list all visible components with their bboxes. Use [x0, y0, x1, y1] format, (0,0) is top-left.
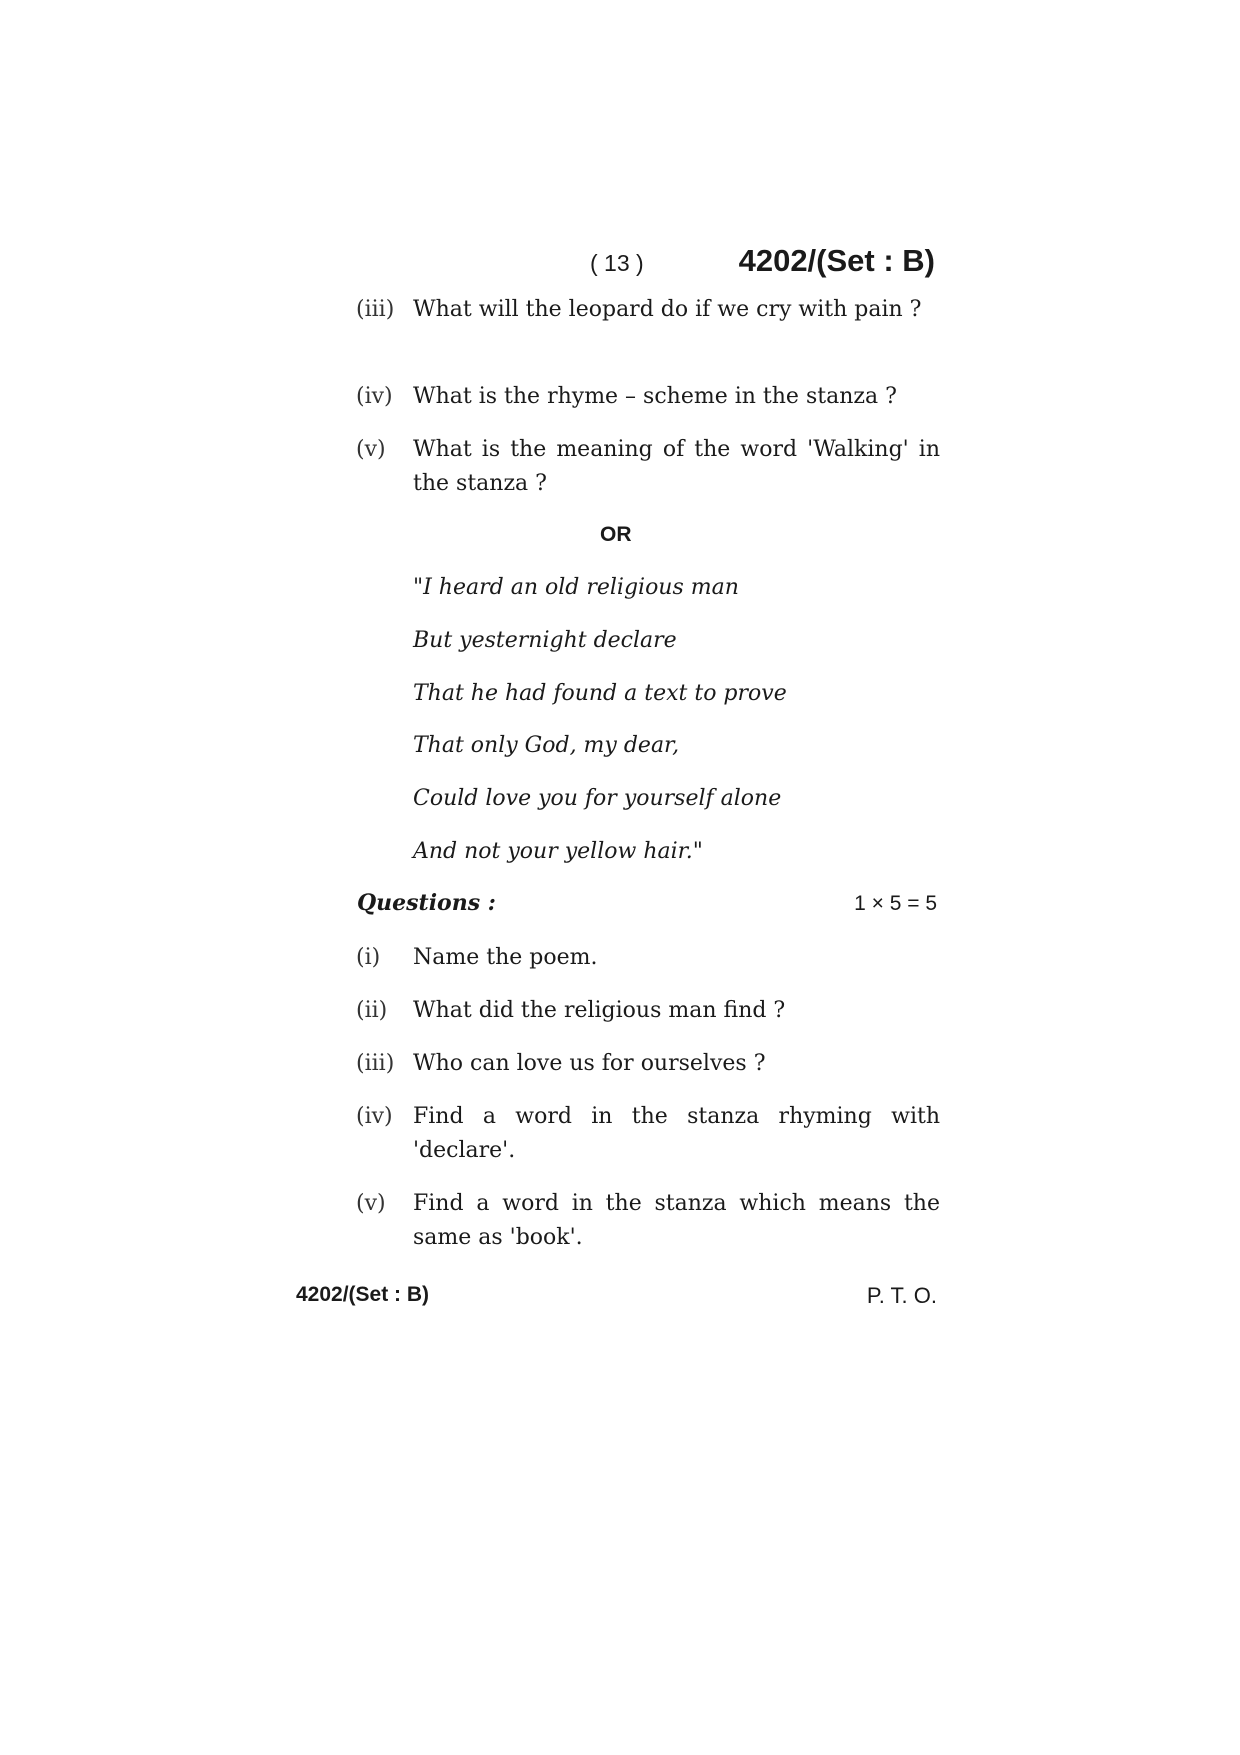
page-number: ( 13 ): [590, 250, 644, 276]
question-item: [356, 293, 940, 327]
question-text: Find a word in the stanza rhyming with 'declare'.: [413, 1104, 940, 1163]
question-number: (iv): [356, 384, 393, 409]
question-item: [356, 994, 940, 1028]
question-item: [356, 1100, 940, 1168]
or-divider: OR: [600, 523, 632, 546]
question-item: [356, 941, 940, 975]
question-text: What did the religious man find ?: [413, 998, 786, 1023]
paper-code-footer: 4202/(Set : B): [296, 1283, 430, 1306]
poem-line: But yesternight declare: [413, 628, 677, 653]
question-text: Find a word in the stanza which means the same as 'book'.: [413, 1191, 940, 1250]
questions-heading: Questions :: [357, 890, 496, 916]
poem-line: That only God, my dear,: [413, 733, 680, 758]
question-number: (ii): [356, 998, 388, 1023]
poem-line: Could love you for yourself alone: [413, 786, 782, 811]
question-text: What is the meaning of the word 'Walking' in the stanza ?: [413, 437, 940, 496]
marks-allocation: 1 × 5 = 5: [854, 892, 937, 915]
question-number: (v): [356, 1191, 386, 1216]
question-number: (iii): [356, 297, 395, 322]
question-number: (i): [356, 945, 381, 970]
poem-line: That he had found a text to prove: [413, 681, 787, 706]
question-text: What will the leopard do if we cry with pain ?: [413, 297, 922, 322]
question-item: [356, 1187, 940, 1255]
question-text: Who can love us for ourselves ?: [413, 1051, 766, 1076]
question-number: (v): [356, 437, 386, 462]
question-number: (iii): [356, 1051, 395, 1076]
pto-label: P. T. O.: [866, 1283, 937, 1308]
question-text: Name the poem.: [413, 945, 598, 970]
poem-line: "I heard an old religious man: [413, 575, 739, 600]
question-item: [356, 1047, 940, 1081]
question-number: (iv): [356, 1104, 393, 1129]
poem-line: And not your yellow hair.": [413, 839, 703, 864]
question-text: What is the rhyme – scheme in the stanza ?: [413, 384, 897, 409]
question-item: [356, 433, 940, 501]
question-item: [356, 380, 940, 414]
paper-code-header: 4202/(Set : B): [738, 243, 935, 278]
